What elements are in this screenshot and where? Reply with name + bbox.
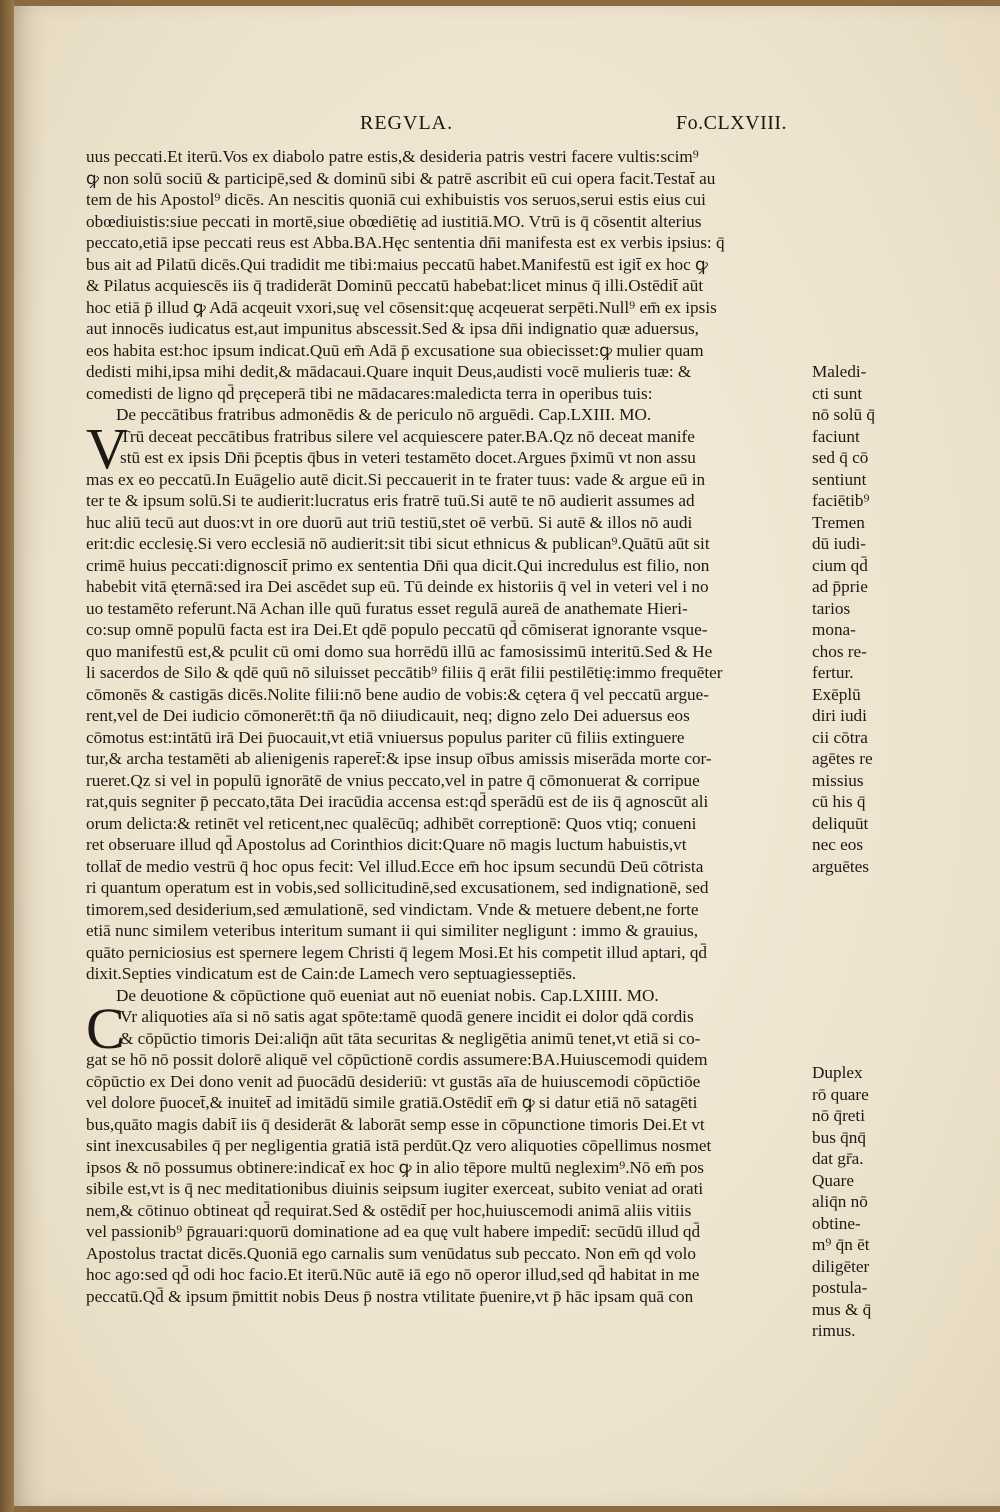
text-line: peccato,etiā ipse peccati reus est Abba.BA.Hęc sententia dn̄i manifesta est ex verbis ipsius: q̄: [86, 233, 725, 252]
initial-letter: V: [86, 415, 128, 481]
margin-line: Duplex: [812, 1063, 863, 1082]
margin-line: aliq̄n nō: [812, 1192, 868, 1211]
text-line: Vr aliquoties aīa si nō satis agat spōte:tamē quodā genere incidit ei dolor qdā cordis: [120, 1007, 694, 1026]
margin-line: postula-: [812, 1278, 868, 1297]
text-line: vel dolore p̄uocet̄,& inuitet̄ ad imitādū simile gratiā.Ostēdit̄ em̄ ꝙ si datur etiā nō satagēti: [86, 1093, 698, 1112]
text-line: timorem,sed desiderium,sed æmulationē, sed vindictam. Vnde & metuere debent,ne forte: [86, 899, 699, 919]
margin-line: Maledi-: [812, 362, 867, 381]
margin-line: faciētib⁹: [812, 491, 870, 510]
margin-line: Exēplū: [812, 684, 861, 704]
margin-line: cū his q̄: [812, 792, 866, 811]
chapter-63-body: [86, 415, 802, 985]
margin-line: bus q̄nq̄: [812, 1127, 866, 1147]
margin-line: tarios: [812, 598, 851, 618]
text-line: erit:dic ecclesię.Si vero ecclesiā nō audierit:sit tibi sicut ethnicus & publican⁹.Quātū aūt sit: [86, 534, 710, 553]
text-line: ꝙ non solū sociū & participē,sed & dominū sibi & patrē ascribit eū cui opera facit.Testat̄ au: [86, 168, 716, 188]
margin-line: chos re-: [812, 641, 867, 661]
text-line: gat se hō nō possit dolorē aliquē vel cōpūctionē cordis assumere:BA.Huiuscemodi quidem: [86, 1050, 708, 1069]
margin-line: dū iudi-: [812, 534, 866, 553]
text-line: rueret.Qz si vel in populū ignorātē de vnius peccato,vel in patre q̄ cōmonuerat & corripue: [86, 770, 700, 790]
margin-line: diri iudi: [812, 706, 867, 725]
margin-line: Quare: [812, 1170, 854, 1190]
folio-number: Fo.CLXVIII.: [676, 112, 788, 134]
text-line: tem de his Apostol⁹ dicēs. An nescitis quoniā cui exhibuistis vos seruos,serui estis eius cui: [86, 190, 706, 209]
running-title: REGVLA.: [360, 112, 454, 134]
margin-line: ad p̄prie: [812, 577, 868, 596]
margin-line: sentiunt: [812, 469, 867, 489]
margin-line: sed q̄ cō: [812, 448, 869, 467]
text-line: ri quantum operatum est in vobis,sed sollicitudinē,sed excusationem, sed indignationē, sed: [86, 878, 709, 897]
margin-line: dat gr̄a.: [812, 1149, 864, 1168]
margin-line: deliquūt: [812, 813, 869, 833]
text-line: ret obseruare illud qd̄ Apostolus ad Corinthios dicit:Quare nō magis luctum habuistis,vt: [86, 835, 687, 854]
chapter-64-body: [86, 996, 802, 1307]
text-line: mas ex eo peccatū.In Euāgelio autē dicit.Si peccauerit in te frater tuus: vade & argue eū in: [86, 469, 706, 489]
text-line: eos habita est:hoc ipsum indicat.Quū em̄ Adā p̄ excusatione sua obiecisset:ꝙ mulier quam: [86, 340, 704, 360]
text-line: li sacerdos de Silo & qdē quū nō siluisset peccātib⁹ filiis q̄ erāt filii pestilētię:immo frequēter: [86, 663, 723, 682]
margin-line: fertur.: [812, 663, 854, 682]
text-line: co:sup omnē populū facta est ira Dei.Et qdē populo peccatū qd̄ cōmiserat ignorante vsque-: [86, 620, 708, 639]
text-line: uus peccati.Et iterū.Vos ex diabolo patre estis,& desideria patris vestri facere vultis:scim⁹: [86, 147, 699, 166]
text-line: stū est ex ipsis Dn̄i p̄ceptis q̄bus in veteri testamēto docet.Argues p̄ximū vt non assu: [120, 448, 696, 467]
running-header: [0, 112, 1000, 142]
text-line: quo manifestū est,& pculit cū omi domo sua horrēdū illū ac famosissimū interitū.Sed & He: [86, 641, 713, 661]
marginal-note: [812, 361, 892, 877]
text-line: tur,& archa testamēti ab alienigenis raperet̄:& ipse insup oībus amissis miserāda morte cor-: [86, 749, 712, 768]
text-line: orum delicta:& retinēt vel reticent,nec qualēcūq; adhibēt correptionē: Quos vtiq; conueni: [86, 813, 697, 833]
chapter-heading: De peccātibus fratribus admonēdis & de periculo nō arguēdi. Cap.LXIII. MO.: [116, 405, 652, 424]
chapter-heading: De deuotione & cōpūctione quō eueniat aut nō eueniat nobis. Cap.LXIIII. MO.: [116, 985, 659, 1005]
text-line: bus,quāto magis dabit̄ iis q̄ desiderāt & laborāt semp esse in cōpunctione timoris Dei.Et vt: [86, 1114, 705, 1134]
margin-line: diligēter: [812, 1256, 870, 1276]
margin-line: mona-: [812, 620, 856, 639]
text-line: ipsos & nō possumus obtinere:indicat̄ ex hoc ꝙ in alio tēpore multū neglexim⁹.Nō em̄ pos: [86, 1157, 704, 1177]
margin-line: mus & q̄: [812, 1299, 872, 1319]
main-text-column: [86, 146, 802, 1307]
text-line: crimē huius peccati:dignoscit̄ primo ex sententia Dn̄i qua dicit.Qui incredulus est filio, non: [86, 555, 710, 575]
text-line: sibile est,vt is q̄ nec meditationibus diuinis seipsum iugiter exerceat, subito veniat ad orati: [86, 1179, 704, 1198]
text-line: & Pilatus acquiescēs iis q̄ tradiderāt Dominū peccatū habebat:licet minus q̄ illi.Ostēdit̄ aūt: [86, 276, 704, 295]
text-line: dixit.Septies vindicatum est de Cain:de Lamech vero septuagiesseptiēs.: [86, 964, 577, 983]
margin-line: cti sunt: [812, 383, 863, 403]
margin-line: arguētes: [812, 856, 869, 876]
margin-line: rō quare: [812, 1084, 869, 1104]
margin-line: rimus.: [812, 1321, 856, 1340]
margin-line: obtine-: [812, 1213, 861, 1233]
text-line: dedisti mihi,ipsa mihi dedit,& mādacaui.Quare inquit Deus,audisti vocē mulieris tuæ: &: [86, 362, 692, 381]
text-line: vel passionib⁹ p̄grauari:quorū dominatione ad ea quę vult habere impedit̄: secūdū illud qd̄: [86, 1222, 701, 1241]
margin-line: m⁹ q̄n ēt: [812, 1235, 870, 1254]
margin-line: nō solū q̄: [812, 405, 876, 424]
text-line: peccatū.Qd̄ & ipsum p̄mittit nobis Deus p̄ nostra vtilitate p̄uenire,vt p̄ hāc ipsam quā con: [86, 1286, 694, 1306]
book-edge: [0, 0, 14, 1512]
text-line: comedisti de ligno qd̄ pręceperā tibi ne mādacares:maledicta terra in operibus tuis:: [86, 383, 653, 403]
margin-line: nec eos: [812, 835, 864, 854]
text-line: etiā nunc similem veteribus interitum sumant ii qui similiter negligunt : immo & grauius,: [86, 921, 698, 940]
text-line: Apostolus tractat dicēs.Quoniā ego carnalis sum venūdatus sub peccato. Non em̄ qd volo: [86, 1243, 697, 1263]
text-line: sint inexcusabiles q̄ per negligentia gratiā istā perdūt.Qz vero aliquoties cōpellimus nosmet: [86, 1136, 712, 1155]
text-line: bus ait ad Pilatū dicēs.Qui tradidit me tibi:maius peccatū habet.Manifestū est igit̄ ex hoc ꝙ: [86, 254, 708, 274]
section-continuation: [86, 146, 802, 404]
text-line: rent,vel de Dei iudicio cōmonerēt:tn̄ q̄a nō diiudicauit, neq; digno zelo Dei aduersus eos: [86, 706, 690, 725]
text-line: obœdiuistis:siue peccati in mortē,siue obœdiētię ad iustitiā.MO. Vtrū is q̄ cōsentit alterius: [86, 211, 702, 231]
text-line: uo testamēto referunt.Nā Achan ille quū furatus esset regulā aureā de anathemate Hieri-: [86, 598, 688, 618]
text-line: & cōpūctio timoris Dei:aliq̄n aūt tāta securitas & negligētia animū tenet,vt etiā si co-: [120, 1028, 701, 1048]
text-line: cōmonēs & castigās dicēs.Nolite filii:nō bene audio de vobis:& cętera q̄ vel peccatū argue-: [86, 684, 709, 704]
text-line: nem,& cōtinuo obtineat qd̄ requirat.Sed & ostēdit̄ per hoc,huiuscemodi animā aliis vitiis: [86, 1200, 692, 1220]
marginal-note: [812, 1062, 892, 1342]
text-line: habebit vitā ęternā:sed ira Dei ascēdet sup eū. Tū deinde ex historiis q̄ vel in veteri vel i no: [86, 577, 709, 596]
text-line: quāto perniciosius est spernere legem Christi q̄ legem Mosi.Et his competit illud aptari, qd̄: [86, 942, 708, 962]
text-line: huc aliū tecū aut duos:vt in ore duorū aut triū testiū,stet oē verbū. Si autē & illos nō audi: [86, 512, 693, 532]
margin-line: faciunt: [812, 426, 860, 446]
text-line: hoc etiā p̄ illud ꝙ Adā acqeuit vxori,suę vel cōsensit:quę acqeuerat serpēti.Null⁹ em̄ ex ipsis: [86, 297, 717, 317]
margin-line: Tremen: [812, 512, 865, 532]
text-line: Trū deceat peccātibus fratribus silere vel acquiescere pater.BA.Qz nō deceat manife: [120, 426, 695, 446]
margin-line: cii cōtra: [812, 727, 868, 747]
text-line: cōpūctio ex Dei dono venit ad p̄uocādū desideriū: vt gustās aīa de huiuscemodi cōpūctiōe: [86, 1071, 701, 1091]
initial-letter: C: [86, 996, 125, 1061]
text-line: tollat̄ de medio vestrū q̄ hoc opus fecit: Vel illud.Ecce em̄ hoc ipsum secundū Deū cōtrista: [86, 856, 704, 876]
text-line: hoc ago:sed qd̄ odi hoc facio.Et iterū.Nūc autē iā ego nō operor illud,sed qd̄ habitat in me: [86, 1265, 700, 1284]
text-line: rat,quis segniter p̄ peccato,tāta Dei iracūdia accensa est:qd̄ sperādū est de iis q̄ agnoscūt ali: [86, 792, 709, 811]
margin-line: agētes re: [812, 749, 873, 768]
margin-line: cium qd̄: [812, 555, 868, 575]
text-line: aut innocēs iudicatus est,aut impunitus abscessit.Sed & ipsa dn̄i indignatio quæ aduersus,: [86, 319, 699, 338]
margin-line: nō q̄reti: [812, 1106, 865, 1125]
text-line: cōmotus est:intātū irā Dei p̄uocauit,vt etiā vniuersus populus pariter cū filiis extinguere: [86, 727, 685, 747]
text-line: ter te & ipsum solū.Si te audierit:lucratus eris fratrē tuū.Si autē te nō audierit assumes ad: [86, 491, 695, 510]
margin-line: missius: [812, 770, 864, 790]
